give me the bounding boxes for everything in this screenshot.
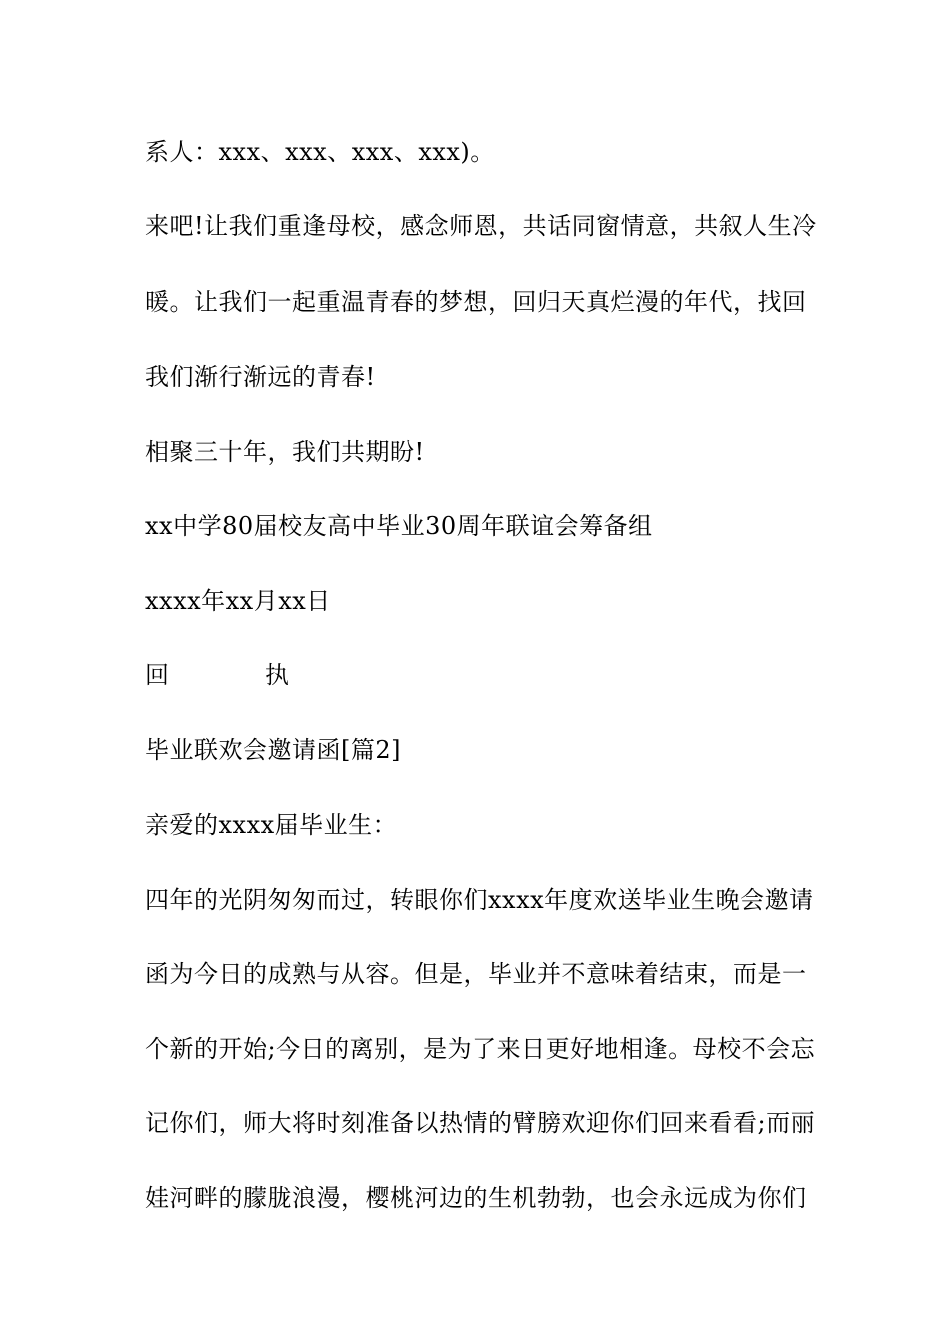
body-line: 个新的开始;今日的离别，是为了来日更好地相逢。母校不会忘 [145,1035,816,1063]
section-title: 毕业联欢会邀请函[篇2] [145,736,401,764]
signature-date: xxxx年xx月xx日 [145,587,331,615]
receipt-char-1: 回 [145,661,169,689]
greeting: 亲爱的xxxx届毕业生： [145,811,398,839]
contact-line: 系人：xxx、xxx、xxx、xxx)。 [145,138,495,166]
paragraph-line: 来吧!让我们重逢母校，感念师恩，共话同窗情意，共叙人生冷 [145,212,817,240]
body-line: 四年的光阴匆匆而过，转眼你们xxxx年度欢送毕业生晚会邀请 [145,886,814,914]
receipt-char-2: 执 [265,661,289,689]
body-line: 函为今日的成熟与从容。但是，毕业并不意味着结束，而是一 [145,960,807,988]
body-line: 娃河畔的朦胧浪漫，樱桃河边的生机勃勃，也会永远成为你们 [145,1184,807,1212]
closing-line: 相聚三十年，我们共期盼! [145,438,425,466]
paragraph-line: 暖。让我们一起重温青春的梦想，回归天真烂漫的年代，找回 [145,288,807,316]
body-line: 记你们，师大将时刻准备以热情的臂膀欢迎你们回来看看;而丽 [145,1109,816,1137]
paragraph-line: 我们渐行渐远的青春! [145,363,376,391]
signature-organizer: xx中学80届校友高中毕业30周年联谊会筹备组 [145,512,653,540]
